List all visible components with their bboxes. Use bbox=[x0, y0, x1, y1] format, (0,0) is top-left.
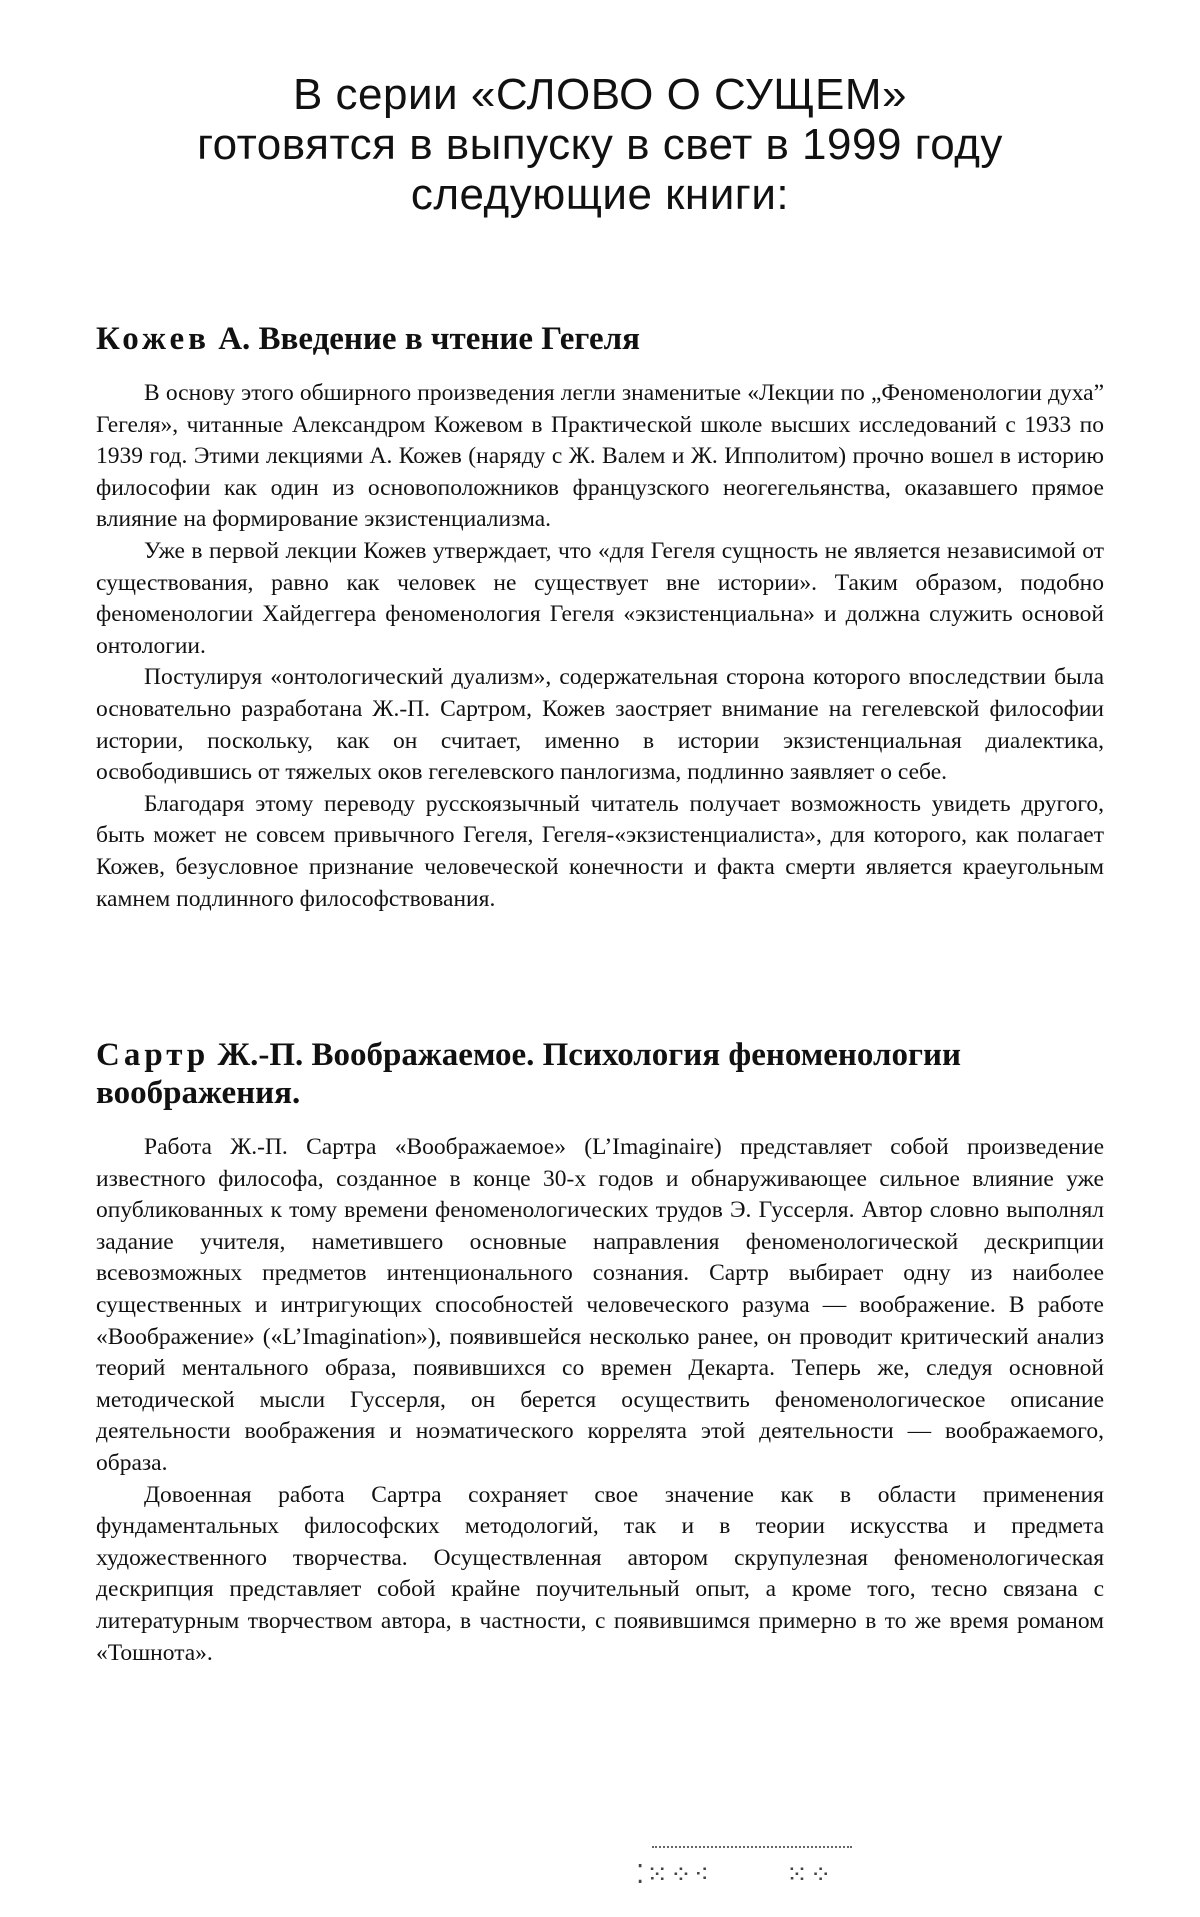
series-announcement-heading bbox=[120, 70, 1080, 220]
book-author: Кожев bbox=[96, 321, 210, 357]
book-title bbox=[96, 1036, 1104, 1112]
book-title-text: Ж.-П. Воображаемое. Психология феноменологии воображения. bbox=[96, 1037, 961, 1111]
book-paragraph: Довоенная работа Сартра сохраняет свое значение как в области применения фундаментальных философских методологий, так и в теории искусства и предмета художественного творчества. Осуществленная автором скрупулезная феноменологическая дескрипция представляет собой крайне поучительный опыт, а кроме того, тесно связана с литературным творчеством автора, в частности, с появившимся примерно в то же время романом «Тошнота». bbox=[96, 1481, 1104, 1666]
book-paragraph: Благодаря этому переводу русскоязычный читатель получает возможность увидеть другого, быть может не совсем привычного Гегеля, Гегеля-«экзистенциалиста», для которого, как полагает Кожев, безусловное признание человеческой конечности и факта смерти является краеугольным камнем подлинного философствования. bbox=[96, 790, 1104, 912]
heading-line-2: готовятся в выпуску в свет в 1999 году bbox=[197, 120, 1003, 169]
book-paragraph: Работа Ж.-П. Сартра «Воображаемое» (L’Imaginaire) представляет собой произведение известного философа, созданное в конце 30-х годов и обнаруживающее сильное влияние уже опубликованных к тому времени феноменологических трудов Э. Гуссерля. Автор словно выполнял задание учителя, наметившего основные направления феноменологической дескрипции всевозможных предметов интенционального сознания. Сартр выбирает одну из наиболее существенных и интригующих способностей человеческого разума — воображение. В работе «Воображение» («L’Imagination»), появившейся несколько ранее, он проводит критический анализ теорий ментального образа, появившихся со времен Декарта. Теперь же, следуя основной методической мысли Гуссерля, он берется осуществить феноменологическое описание деятельности воображения и ноэматического коррелята этой деятельности — воображаемого, образа. bbox=[96, 1134, 1104, 1476]
book-section-sartre bbox=[96, 1036, 1104, 1669]
stamp-smudge-right: ⁙⁘ bbox=[786, 1860, 834, 1890]
book-paragraph: Уже в первой лекции Кожев утверждает, что «для Гегеля сущность не является независимой от существования, равно как человек не существует вне истории». Таким образом, подобно феноменологии Хайдеггера феноменология Гегеля «экзистенциальна» и должна служить основой онтологии. bbox=[96, 537, 1104, 659]
library-stamp-mark bbox=[636, 1846, 856, 1890]
heading-line-3: следующие книги: bbox=[410, 170, 790, 219]
book-author: Сартр bbox=[96, 1037, 210, 1073]
book-paragraph: В основу этого обширного произведения легли знаменитые «Лекции по „Феноменологии духа” Гегеля», читанные Александром Кожевом в Практической школе высших исследований с 1933 по 1939 год. Этими лекциями А. Кожев (наряду с Ж. Валем и Ж. Ипполитом) прочно вошел в историю философии как один из основоположников французского неогегельянства, оказавшего прямое влияние на формирование экзистенциализма. bbox=[96, 380, 1104, 533]
book-paragraph: Постулируя «онтологический дуализм», содержательная сторона которого впоследствии была основательно разработана Ж.-П. Сартром, Кожев заостряет внимание на гегелевской философии истории, поскольку, как он считает, именно в истории экзистенциальная диалектика, освободившись от тяжелых оков гегелевского панлогизма, подлинно заявляет о себе. bbox=[96, 664, 1104, 786]
stamp-rule bbox=[652, 1846, 852, 1848]
book-section-kojeve bbox=[96, 320, 1104, 915]
book-title bbox=[96, 320, 1104, 358]
book-title-text: А. Введение в чтение Гегеля bbox=[209, 321, 640, 357]
heading-line-1: В серии «СЛОВО О СУЩЕМ» bbox=[292, 70, 908, 119]
stamp-smudge-left: ⁚⁙⁘⁖ bbox=[636, 1860, 712, 1890]
